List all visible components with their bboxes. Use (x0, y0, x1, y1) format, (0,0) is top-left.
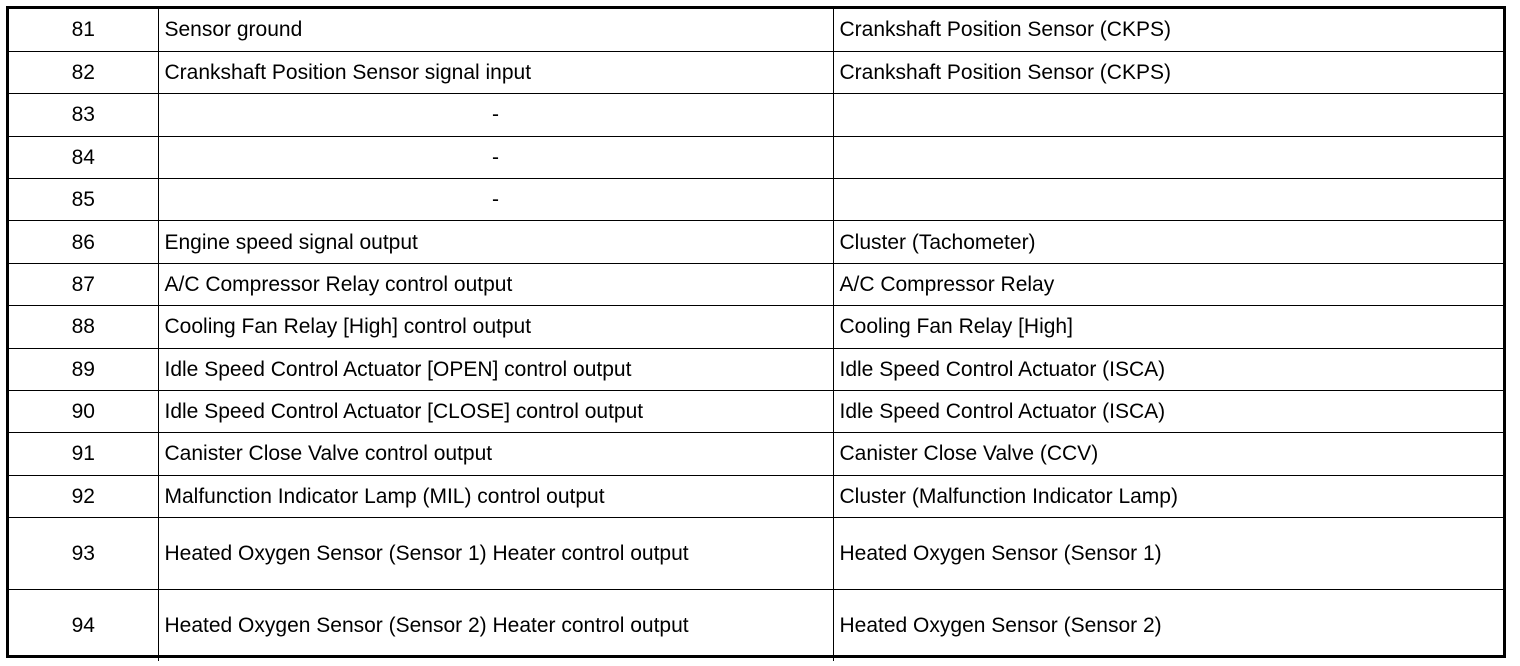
description-cell: Heated Oxygen Sensor (Sensor 1) Heater control output (158, 518, 833, 590)
table-row (9, 306, 1503, 348)
description-cell: A/C Compressor Relay control output (158, 263, 833, 305)
pin-number-cell: 92 (9, 475, 158, 517)
table-row (9, 263, 1503, 305)
pin-number-cell: 85 (9, 179, 158, 221)
connected-to-cell: Crankshaft Position Sensor (CKPS) (833, 51, 1503, 93)
pin-number-cell: 83 (9, 94, 158, 136)
description-cell: Cooling Fan Relay [High] control output (158, 306, 833, 348)
connected-to-cell: Heated Oxygen Sensor (Sensor 2) (833, 589, 1503, 661)
description-cell: - (158, 179, 833, 221)
pin-number-cell: 91 (9, 433, 158, 475)
connected-to-cell: Crankshaft Position Sensor (CKPS) (833, 9, 1503, 51)
connected-to-cell: Cooling Fan Relay [High] (833, 306, 1503, 348)
description-cell: - (158, 94, 833, 136)
connected-to-cell: Canister Close Valve (CCV) (833, 433, 1503, 475)
pin-number-cell: 93 (9, 518, 158, 590)
connected-to-cell: A/C Compressor Relay (833, 263, 1503, 305)
description-cell: Sensor ground (158, 9, 833, 51)
pin-number-cell: 86 (9, 221, 158, 263)
description-cell: Engine speed signal output (158, 221, 833, 263)
pin-description-table (9, 9, 1503, 661)
description-cell: Canister Close Valve control output (158, 433, 833, 475)
pin-table-sheet (6, 6, 1506, 658)
table-row (9, 589, 1503, 661)
connected-to-cell: Cluster (Malfunction Indicator Lamp) (833, 475, 1503, 517)
table-row (9, 9, 1503, 51)
connected-to-cell: Cluster (Tachometer) (833, 221, 1503, 263)
table-row (9, 433, 1503, 475)
table-row (9, 221, 1503, 263)
description-cell: Crankshaft Position Sensor signal input (158, 51, 833, 93)
connected-to-cell (833, 136, 1503, 178)
table-row (9, 475, 1503, 517)
pin-number-cell: 94 (9, 589, 158, 661)
pin-number-cell: 90 (9, 391, 158, 433)
pin-number-cell: 81 (9, 9, 158, 51)
connected-to-cell (833, 94, 1503, 136)
connected-to-cell: Idle Speed Control Actuator (ISCA) (833, 391, 1503, 433)
connected-to-cell: Heated Oxygen Sensor (Sensor 1) (833, 518, 1503, 590)
table-row (9, 51, 1503, 93)
connected-to-cell (833, 179, 1503, 221)
table-row (9, 136, 1503, 178)
table-row (9, 391, 1503, 433)
pin-number-cell: 84 (9, 136, 158, 178)
table-row (9, 179, 1503, 221)
table-row (9, 348, 1503, 390)
pin-number-cell: 89 (9, 348, 158, 390)
pin-number-cell: 87 (9, 263, 158, 305)
table-row (9, 94, 1503, 136)
table-row (9, 518, 1503, 590)
description-cell: Heated Oxygen Sensor (Sensor 2) Heater control output (158, 589, 833, 661)
description-cell: Malfunction Indicator Lamp (MIL) control output (158, 475, 833, 517)
description-cell: Idle Speed Control Actuator [CLOSE] control output (158, 391, 833, 433)
pin-number-cell: 82 (9, 51, 158, 93)
description-cell: Idle Speed Control Actuator [OPEN] control output (158, 348, 833, 390)
pin-number-cell: 88 (9, 306, 158, 348)
description-cell: - (158, 136, 833, 178)
connected-to-cell: Idle Speed Control Actuator (ISCA) (833, 348, 1503, 390)
